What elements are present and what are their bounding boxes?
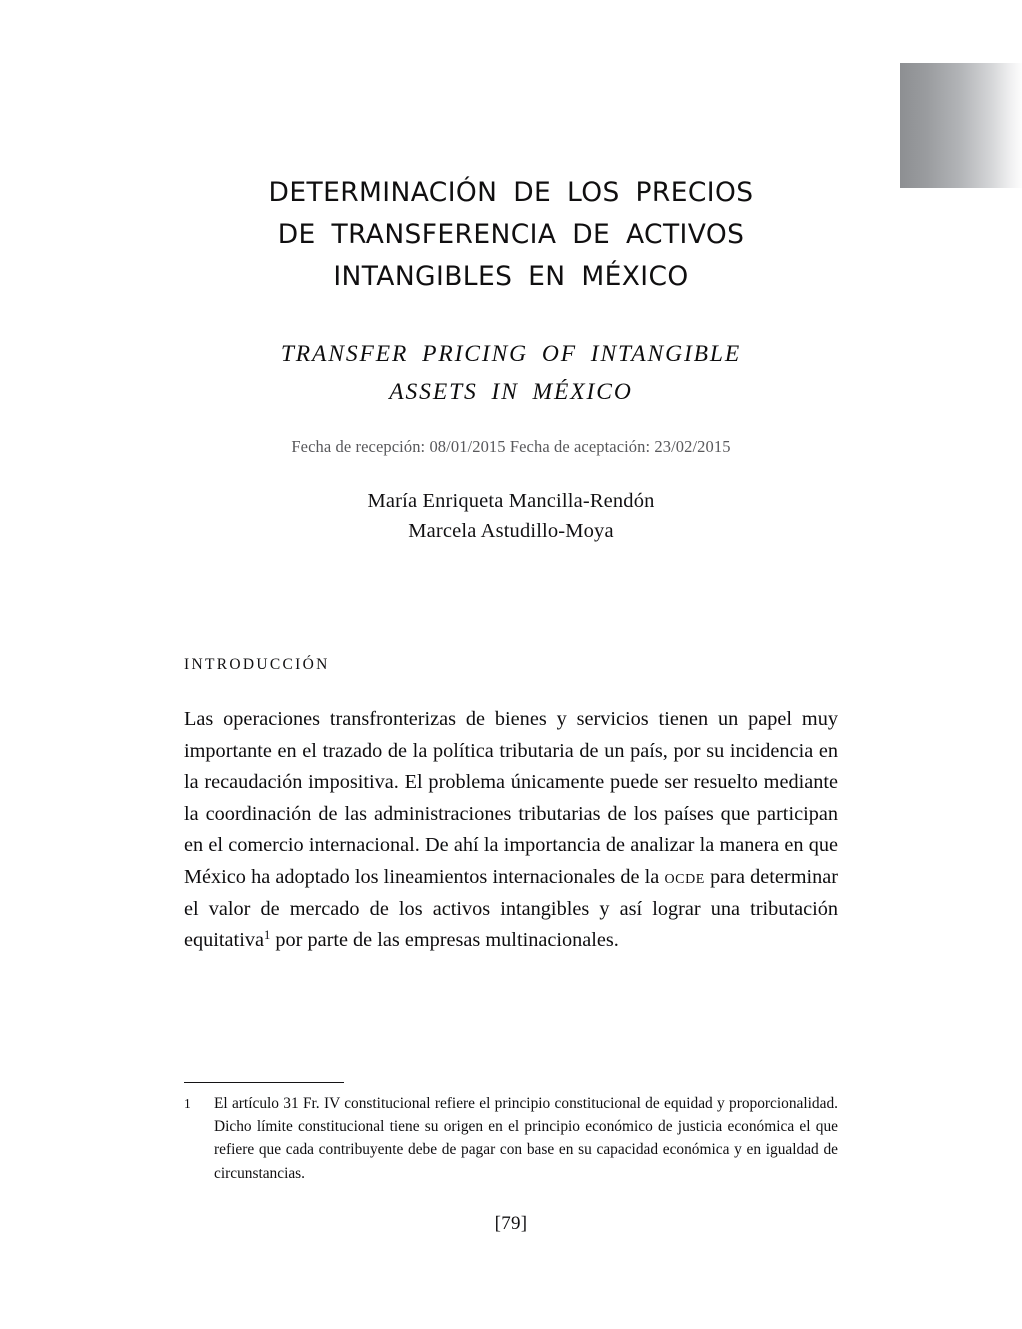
title-line-3: INTANGIBLES EN MÉXICO — [333, 261, 689, 292]
introduction-paragraph — [184, 704, 838, 957]
paragraph-text-part-1: Las operaciones transfronterizas de bienes y servicios tienen un papel muy importante en el trazado de la política tributaria de un país, por su incidencia en la recaudación impositiva. El problema únicamente puede ser resuelto mediante la coordinación de las administraciones tributarias de los países que participan en el comercio internacional. De ahí la importancia de analizar la manera en que México ha adoptado los lineamientos internacionales de la — [184, 708, 838, 888]
article-content-column — [184, 0, 838, 977]
author-list — [184, 486, 838, 546]
paragraph-text-part-3: por parte de las empresas multinacionales. — [270, 929, 619, 952]
title-line-1: DETERMINACIÓN DE LOS PRECIOS — [268, 177, 754, 208]
footnote-number: 1 — [184, 1096, 191, 1111]
corner-gradient-decoration — [900, 63, 1022, 188]
subtitle-line-1: TRANSFER PRICING OF INTANGIBLE — [280, 341, 742, 367]
footnote-item — [184, 1092, 838, 1185]
footnote-text: El artículo 31 Fr. IV constitucional refiere el principio constitucional de equidad y proporcionalidad. Dicho límite constitucional tiene su origen en el principio económico de justicia económica el que refiere que cada contribuyente debe de pagar con base en su capacidad económica y en igualdad de circunstancias. — [214, 1095, 838, 1182]
subtitle-line-2: ASSETS IN MÉXICO — [389, 379, 633, 405]
paragraph-text-part-2: para determinar el valor de mercado de los activos intangibles y así lograr una tributación equitativa — [184, 865, 838, 952]
footnote-separator-rule — [184, 1082, 344, 1083]
title-line-2: DE TRANSFERENCIA DE ACTIVOS — [277, 219, 745, 250]
article-title — [184, 172, 838, 298]
section-heading-introduccion: INTRODUCCIÓN — [184, 656, 330, 673]
footnote-reference-marker[interactable]: 1 — [263, 928, 271, 943]
page-number: [79] — [494, 1213, 528, 1234]
acronym-ocde: ocde — [664, 865, 705, 888]
author-name-2: Marcela Astudillo-Moya — [408, 520, 614, 542]
footnote-area — [184, 1082, 838, 1185]
submission-dates: Fecha de recepción: 08/01/2015 Fecha de aceptación: 23/02/2015 — [291, 437, 731, 456]
article-subtitle-english — [184, 335, 838, 411]
author-name-1: María Enriqueta Mancilla-Rendón — [367, 490, 655, 512]
